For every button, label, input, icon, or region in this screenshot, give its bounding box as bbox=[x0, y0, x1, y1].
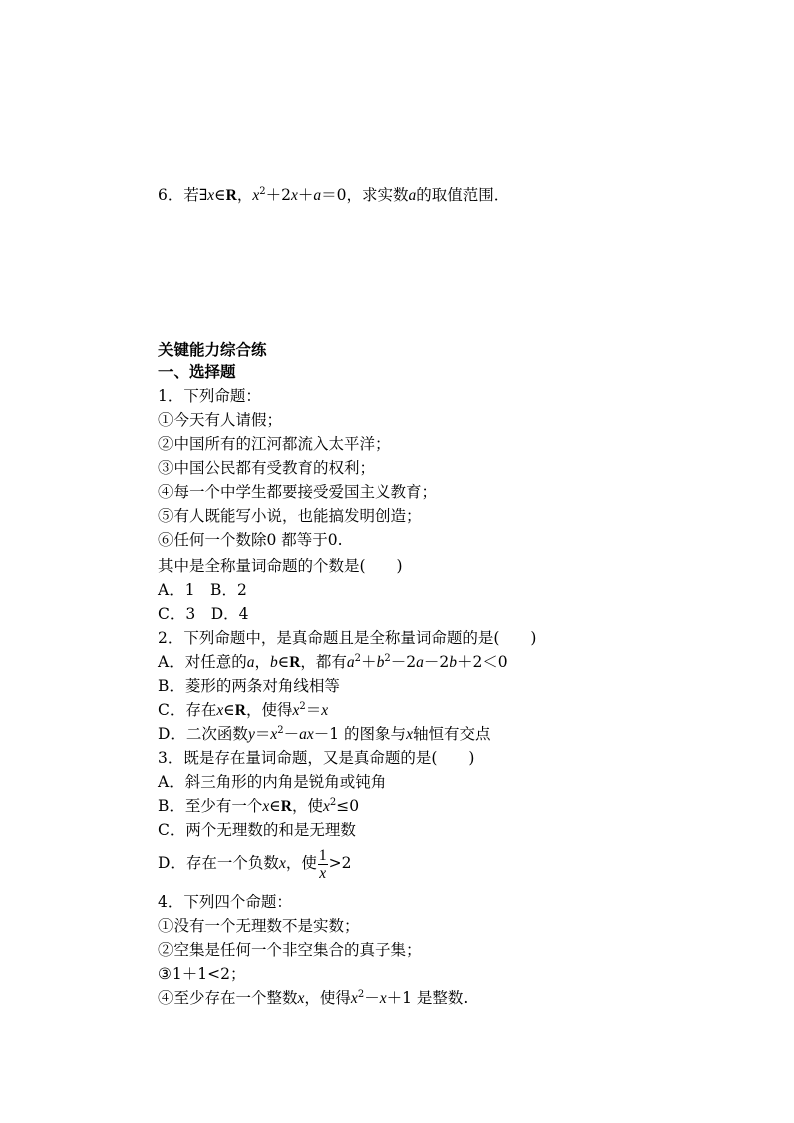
q1-stem: 1．下列命题： bbox=[158, 387, 261, 405]
q3-option-d bbox=[158, 845, 351, 882]
question-6 bbox=[158, 184, 509, 207]
symbol-in: ∈ bbox=[223, 701, 235, 719]
text: C．存在 bbox=[158, 701, 217, 719]
q4-item bbox=[158, 987, 468, 1010]
var-a: a bbox=[246, 654, 255, 671]
q1-item: ④每一个中学生都要接受爱国主义教育； bbox=[158, 483, 438, 501]
var-x: x bbox=[321, 702, 329, 719]
var-x: x bbox=[292, 702, 300, 719]
text: B．至少有一个 bbox=[158, 797, 263, 815]
set-R: R bbox=[225, 187, 237, 204]
text: ，使 bbox=[285, 854, 317, 872]
section-part-title: 一、选择题 bbox=[158, 363, 236, 381]
var-x: x bbox=[252, 187, 260, 204]
q6-number: 6．若∃ bbox=[158, 186, 208, 204]
q3-stem: 3．既是存在量词命题，又是真命题的是( ) bbox=[158, 749, 475, 767]
text: D．二次函数 bbox=[158, 725, 248, 743]
q3-option-b bbox=[158, 795, 359, 818]
text: ，使得 bbox=[304, 989, 351, 1007]
var-x: x bbox=[270, 726, 278, 743]
exponent: 2 bbox=[354, 653, 362, 664]
q4-item: ②空集是任何一个非空集合的真子集； bbox=[158, 941, 422, 959]
text: ＋1 是整数. bbox=[386, 989, 469, 1007]
term: >2 bbox=[328, 854, 352, 872]
var-x: x bbox=[323, 798, 330, 815]
var-x: x bbox=[406, 726, 413, 743]
term: －2 bbox=[423, 653, 450, 671]
symbol-in: ∈ bbox=[269, 797, 281, 815]
var-x: x bbox=[216, 702, 224, 719]
q1-item: ⑤有人既能写小说，也能搞发明创造； bbox=[158, 507, 422, 525]
var-a: a bbox=[346, 654, 355, 671]
q4-item: ①没有一个无理数不是实数； bbox=[158, 917, 360, 935]
text: －1 的图象与 bbox=[313, 725, 407, 743]
q1-item: ②中国所有的江河都流入太平洋； bbox=[158, 435, 391, 453]
comma: ， bbox=[236, 186, 253, 204]
q1-ask: 其中是全称量词命题的个数是( ) bbox=[158, 557, 403, 575]
symbol-in: ∈ bbox=[214, 186, 226, 204]
q3-option-c: C．两个无理数的和是无理数 bbox=[158, 821, 356, 839]
q1-options-cd: C．3 D．4 bbox=[158, 605, 249, 623]
var-b: b bbox=[449, 654, 457, 671]
term: ＋ bbox=[361, 653, 377, 671]
term: 的取值范围． bbox=[416, 186, 510, 204]
var-ax: ax bbox=[299, 726, 314, 743]
term: －2 bbox=[390, 653, 417, 671]
var-b: b bbox=[376, 654, 385, 671]
var-x: x bbox=[278, 855, 286, 872]
term: ＋2＜0 bbox=[456, 653, 508, 671]
var-y: y bbox=[247, 726, 255, 743]
q2-option-c bbox=[158, 699, 328, 722]
q1-item: ③中国公民都有受教育的权利； bbox=[158, 459, 376, 477]
q4-item: ③1＋1<2； bbox=[158, 965, 246, 983]
text: ④至少存在一个整数 bbox=[158, 989, 298, 1007]
q2-stem: 2．下列命题中，是真命题且是全称量词命题的是( ) bbox=[158, 629, 537, 647]
term: － bbox=[283, 725, 300, 743]
q1-options-ab: A．1 B．2 bbox=[158, 581, 247, 599]
q1-item: ⑥任何一个数除0 都等于0. bbox=[158, 531, 343, 549]
exponent: 2 bbox=[329, 797, 337, 808]
q2-option-b: B．菱形的两条对角线相等 bbox=[158, 677, 340, 695]
var-a: a bbox=[313, 187, 322, 204]
text: A．对任意的 bbox=[158, 653, 247, 671]
exponent: 2 bbox=[259, 186, 266, 197]
exponent: 2 bbox=[277, 725, 284, 736]
var-b: b bbox=[269, 654, 278, 671]
set-R: R bbox=[289, 654, 301, 671]
q1-item: ①今天有人请假； bbox=[158, 411, 283, 429]
term: － bbox=[364, 989, 380, 1007]
q4-stem: 4．下列四个命题： bbox=[158, 893, 292, 911]
term: ＋ bbox=[297, 186, 314, 204]
term: ≤0 bbox=[336, 797, 360, 815]
var-x: x bbox=[379, 990, 387, 1007]
term: ＝ bbox=[254, 725, 271, 743]
q3-option-a: A．斜三角形的内角是锐角或钝角 bbox=[158, 773, 387, 791]
numerator: 1 bbox=[318, 846, 327, 864]
var-x: x bbox=[262, 798, 270, 815]
exponent: 2 bbox=[299, 701, 306, 712]
term: ＝0，求实数 bbox=[321, 186, 409, 204]
q2-option-d bbox=[158, 723, 490, 746]
term: ＋2 bbox=[265, 186, 292, 204]
var-x: x bbox=[207, 187, 215, 204]
exponent: 2 bbox=[357, 989, 365, 1000]
text: ，都有 bbox=[300, 653, 347, 671]
text: ，使得 bbox=[245, 701, 293, 719]
text: ，使 bbox=[291, 797, 323, 815]
set-R: R bbox=[280, 798, 292, 815]
fraction bbox=[318, 847, 328, 882]
q2-option-a bbox=[158, 651, 508, 674]
var-x: x bbox=[291, 187, 298, 204]
term: ＝ bbox=[305, 701, 322, 719]
var-x: x bbox=[297, 990, 305, 1007]
symbol-in: ∈ bbox=[277, 653, 290, 671]
section-title: 关键能力综合练 bbox=[158, 341, 267, 359]
var-x: x bbox=[350, 990, 358, 1007]
text: 轴恒有交点 bbox=[412, 725, 491, 743]
comma: ， bbox=[254, 653, 270, 671]
set-R: R bbox=[234, 702, 246, 719]
denominator: x bbox=[319, 864, 327, 882]
exponent: 2 bbox=[384, 653, 391, 664]
var-a: a bbox=[416, 654, 424, 671]
var-a: a bbox=[408, 187, 417, 204]
text: D．存在一个负数 bbox=[158, 854, 279, 872]
